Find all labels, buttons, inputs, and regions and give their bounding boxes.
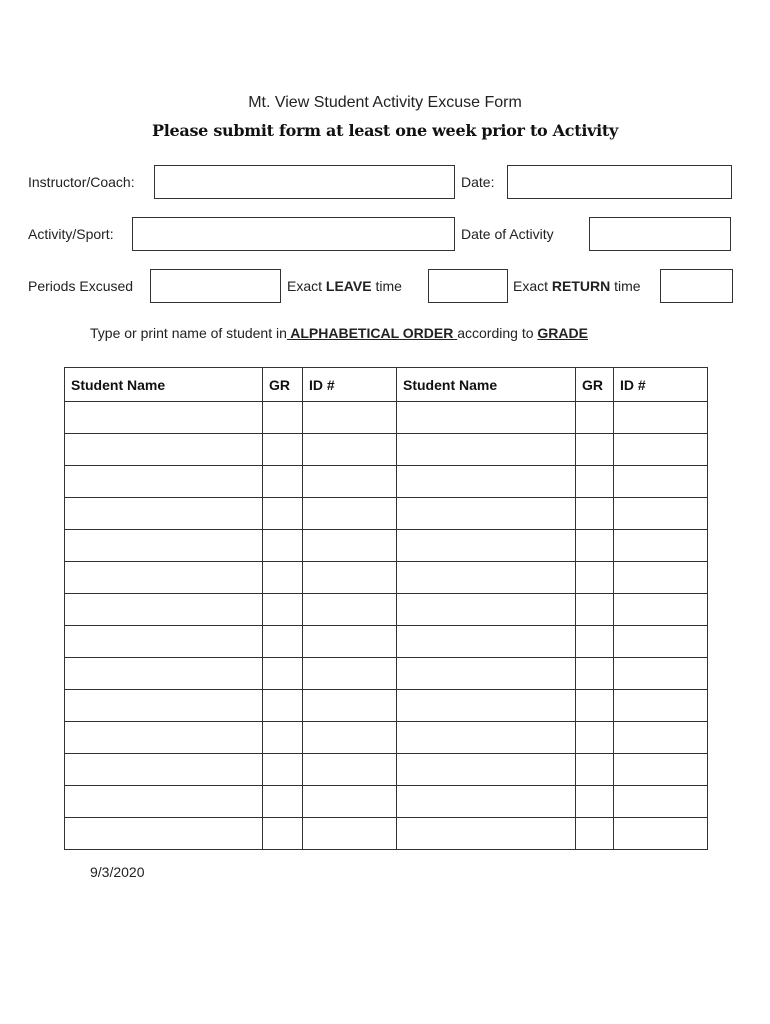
id-cell[interactable] [614, 562, 708, 594]
form-subtitle: Please submit form at least one week prior to Activity [152, 121, 618, 140]
student-name-cell[interactable] [397, 754, 576, 786]
student-name-cell[interactable] [397, 722, 576, 754]
table-row [65, 722, 708, 754]
id-cell[interactable] [614, 434, 708, 466]
table-row [65, 786, 708, 818]
grade-cell[interactable] [263, 594, 303, 626]
table-row [65, 818, 708, 850]
table-row [65, 594, 708, 626]
grade-cell[interactable] [576, 658, 614, 690]
grade-cell[interactable] [263, 690, 303, 722]
id-cell[interactable] [614, 722, 708, 754]
id-cell[interactable] [303, 818, 397, 850]
instructions: Type or print name of student in ALPHABETICAL ORDER according to GRADE [90, 325, 588, 341]
student-name-cell[interactable] [397, 818, 576, 850]
periods-field[interactable] [150, 269, 281, 303]
col-header-student-name-1: Student Name [65, 368, 263, 402]
date-label: Date: [461, 174, 495, 190]
table-row [65, 466, 708, 498]
student-name-cell[interactable] [397, 402, 576, 434]
grade-cell[interactable] [576, 402, 614, 434]
grade-cell[interactable] [576, 594, 614, 626]
grade-cell[interactable] [263, 658, 303, 690]
grade-cell[interactable] [263, 626, 303, 658]
col-header-grade-1: GR [263, 368, 303, 402]
table-row [65, 498, 708, 530]
date-of-activity-label: Date of Activity [461, 226, 554, 242]
student-name-cell[interactable] [397, 434, 576, 466]
form-title: Mt. View Student Activity Excuse Form [248, 94, 522, 111]
id-cell[interactable] [303, 466, 397, 498]
student-name-cell[interactable] [65, 466, 263, 498]
table-header-row [65, 368, 708, 402]
return-time-label: Exact RETURN time [513, 278, 641, 294]
student-name-cell[interactable] [65, 434, 263, 466]
activity-label: Activity/Sport: [28, 226, 114, 242]
id-cell[interactable] [614, 754, 708, 786]
grade-cell[interactable] [263, 530, 303, 562]
id-cell[interactable] [303, 498, 397, 530]
table-row [65, 690, 708, 722]
id-cell[interactable] [614, 594, 708, 626]
student-name-cell[interactable] [65, 498, 263, 530]
instructor-field[interactable] [154, 165, 455, 199]
grade-cell[interactable] [263, 786, 303, 818]
date-of-activity-field[interactable] [589, 217, 731, 251]
grade-cell[interactable] [576, 498, 614, 530]
date-field[interactable] [507, 165, 732, 199]
grade-cell[interactable] [576, 530, 614, 562]
id-cell[interactable] [303, 562, 397, 594]
leave-time-field[interactable] [428, 269, 508, 303]
student-name-cell[interactable] [65, 690, 263, 722]
leave-time-label: Exact LEAVE time [287, 278, 402, 294]
id-cell[interactable] [303, 722, 397, 754]
student-name-cell[interactable] [397, 690, 576, 722]
table-row [65, 402, 708, 434]
grade-cell[interactable] [263, 722, 303, 754]
footer-date: 9/3/2020 [90, 864, 145, 880]
grade-cell[interactable] [263, 466, 303, 498]
student-name-cell[interactable] [397, 658, 576, 690]
id-cell[interactable] [303, 658, 397, 690]
id-cell[interactable] [303, 402, 397, 434]
id-cell[interactable] [303, 594, 397, 626]
student-name-cell[interactable] [397, 594, 576, 626]
grade-cell[interactable] [576, 466, 614, 498]
student-name-cell[interactable] [65, 818, 263, 850]
id-cell[interactable] [303, 626, 397, 658]
table-row [65, 530, 708, 562]
activity-field[interactable] [132, 217, 455, 251]
id-cell[interactable] [614, 402, 708, 434]
periods-label: Periods Excused [28, 278, 134, 294]
id-cell[interactable] [614, 658, 708, 690]
student-name-cell[interactable] [397, 530, 576, 562]
id-cell[interactable] [614, 626, 708, 658]
student-name-cell[interactable] [397, 786, 576, 818]
grade-cell[interactable] [576, 690, 614, 722]
grade-cell[interactable] [263, 434, 303, 466]
col-header-id-2: ID # [614, 368, 708, 402]
student-name-cell[interactable] [65, 658, 263, 690]
student-roster-table [64, 367, 708, 850]
grade-cell[interactable] [576, 626, 614, 658]
grade-cell[interactable] [576, 786, 614, 818]
table-row [65, 626, 708, 658]
grade-cell[interactable] [576, 434, 614, 466]
id-cell[interactable] [614, 786, 708, 818]
student-name-cell[interactable] [397, 626, 576, 658]
student-name-cell[interactable] [65, 402, 263, 434]
id-cell[interactable] [614, 466, 708, 498]
student-name-cell[interactable] [65, 594, 263, 626]
id-cell[interactable] [614, 818, 708, 850]
grade-cell[interactable] [576, 754, 614, 786]
return-time-field[interactable] [660, 269, 733, 303]
col-header-grade-2: GR [576, 368, 614, 402]
student-name-cell[interactable] [65, 786, 263, 818]
student-name-cell[interactable] [65, 562, 263, 594]
student-name-cell[interactable] [397, 562, 576, 594]
student-name-cell[interactable] [65, 626, 263, 658]
id-cell[interactable] [614, 530, 708, 562]
col-header-id-1: ID # [303, 368, 397, 402]
grade-cell[interactable] [263, 498, 303, 530]
col-header-student-name-2: Student Name [397, 368, 576, 402]
id-cell[interactable] [303, 690, 397, 722]
instructor-label: Instructor/Coach: [28, 174, 135, 190]
grade-cell[interactable] [263, 754, 303, 786]
id-cell[interactable] [614, 498, 708, 530]
grade-cell[interactable] [263, 402, 303, 434]
grade-cell[interactable] [263, 562, 303, 594]
student-name-cell[interactable] [65, 722, 263, 754]
table-row [65, 434, 708, 466]
id-cell[interactable] [303, 754, 397, 786]
student-name-cell[interactable] [397, 466, 576, 498]
table-row [65, 658, 708, 690]
grade-cell[interactable] [576, 562, 614, 594]
student-name-cell[interactable] [65, 754, 263, 786]
grade-cell[interactable] [263, 818, 303, 850]
id-cell[interactable] [303, 530, 397, 562]
table-row [65, 562, 708, 594]
id-cell[interactable] [303, 434, 397, 466]
student-name-cell[interactable] [397, 498, 576, 530]
grade-cell[interactable] [576, 818, 614, 850]
id-cell[interactable] [303, 786, 397, 818]
student-name-cell[interactable] [65, 530, 263, 562]
id-cell[interactable] [614, 690, 708, 722]
table-row [65, 754, 708, 786]
grade-cell[interactable] [576, 722, 614, 754]
